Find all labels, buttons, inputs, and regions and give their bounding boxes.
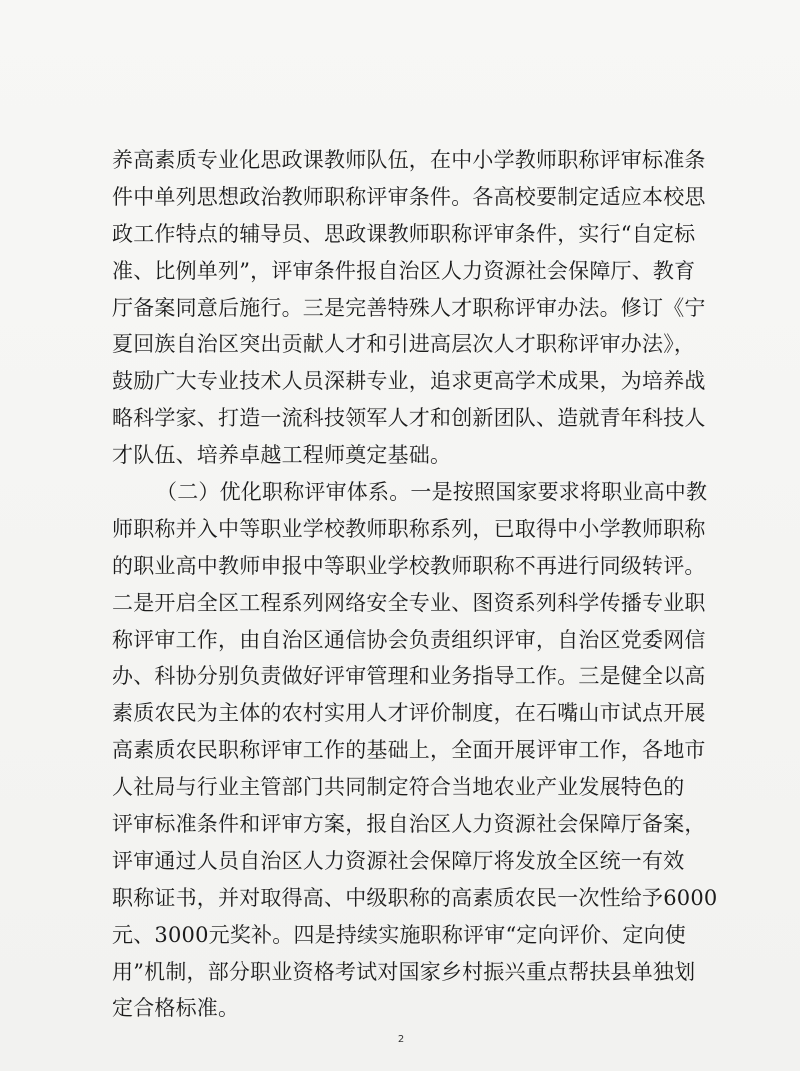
paragraph-1 — [112, 142, 712, 474]
text-line: 准、比例单列”，评审条件报自治区人力资源社会保障厅、教育 — [112, 258, 696, 283]
text-line: 养高素质专业化思政课教师队伍，在中小学教师职称评审标准条 — [112, 148, 706, 172]
paragraph-2 — [112, 474, 718, 1027]
document-body — [112, 142, 718, 1027]
page-number: 2 — [397, 1034, 405, 1045]
text-line: 评审标准条件和评审方案，报自治区人力资源社会保障厅备案， — [112, 812, 706, 837]
text-line: 评审通过人员自治区人力资源社会保障厅将发放全区统一有效 — [112, 848, 685, 873]
text-line: 用”机制，部分职业资格考试对国家乡村振兴重点帮扶县单独划 — [112, 959, 696, 984]
text-line: 元、3000元奖补。四是持续实施职称评审“定向评价、定向使 — [112, 922, 686, 947]
text-line: 鼓励广大专业技术人员深耕专业，追求更高学术成果，为培养战 — [112, 369, 706, 394]
text-line: 高素质农民职称评审工作的基础上，全面开展评审工作，各地市 — [112, 738, 706, 763]
text-line: 厅备案同意后施行。三是完善特殊人才职称评审办法。修订《宁 — [112, 295, 706, 320]
text-line: 二是开启全区工程系列网络安全专业、图资系列科学传播专业职 — [112, 590, 706, 615]
text-line: 的职业高中教师申报中等职业学校教师职称不再进行同级转评。 — [112, 553, 706, 578]
text-line: 定合格标准。 — [112, 996, 240, 1021]
text-line: 称评审工作，由自治区通信协会负责组织评审，自治区党委网信 — [112, 627, 706, 652]
text-line: 师职称并入中等职业学校教师职称系列，已取得中小学教师职称 — [112, 516, 706, 541]
text-line: 才队伍、培养卓越工程师奠定基础。 — [112, 443, 452, 468]
text-line: 职称证书，并对取得高、中级职称的高素质农民一次性给予6000 — [112, 885, 718, 910]
text-line: 办、科协分别负责做好评审管理和业务指导工作。三是健全以高 — [112, 664, 706, 689]
text-line: 政工作特点的辅导员、思政课教师职称评审条件，实行“自定标 — [112, 221, 696, 246]
section-heading-line: （二）优化职称评审体系。一是按照国家要求将职业高中教 — [156, 480, 708, 505]
text-line: 件中单列思想政治教师职称评审条件。各高校要制定适应本校思 — [112, 184, 706, 209]
text-line: 人社局与行业主管部门共同制定符合当地农业产业发展特色的 — [112, 775, 685, 800]
text-line: 略科学家、打造一流科技领军人才和创新团队、造就青年科技人 — [112, 406, 706, 431]
text-line: 夏回族自治区突出贡献人才和引进高层次人才职称评审办法》， — [112, 332, 696, 357]
text-line: 素质农民为主体的农村实用人才评价制度，在石嘴山市试点开展 — [112, 701, 706, 726]
